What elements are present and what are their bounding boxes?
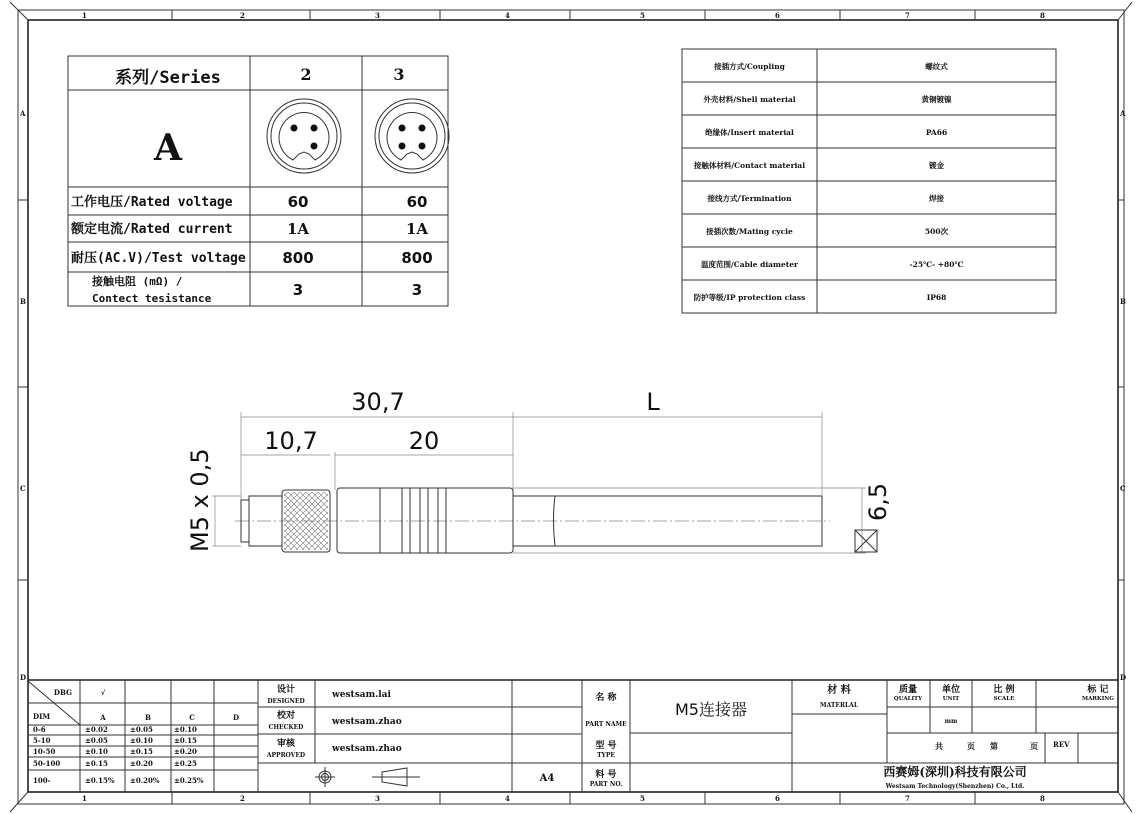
spec-value: 镀金: [929, 161, 944, 170]
tolerance-range: 10-50: [33, 747, 56, 756]
tolerance-value: ±0.15: [85, 759, 108, 768]
tolerance-value: ±0.15%: [85, 776, 115, 785]
ruler-col: 4: [505, 11, 510, 20]
checked-label: 校对: [276, 711, 296, 721]
tolerance-value: ±0.10: [85, 747, 108, 756]
pin-layout-2-icon: [267, 99, 341, 173]
spec-label: 防护等级/IP protection class: [693, 293, 806, 302]
ruler-row: D: [1120, 673, 1127, 682]
type-label: 型 号: [595, 741, 617, 751]
tolerance-value: ±0.15: [174, 736, 197, 745]
part-name-label-en: PART NAME: [585, 721, 627, 728]
first-angle-projection-icon: [315, 767, 420, 787]
row-label-rated-voltage: 工作电压/Rated voltage: [71, 195, 233, 210]
ruler-col: 7: [905, 794, 910, 803]
ruler-col: 5: [640, 11, 645, 20]
designed-label-en: DESIGNED: [267, 698, 305, 705]
dim-body: 20: [408, 427, 440, 455]
cell: 3: [411, 281, 423, 299]
tolerance-value: ±0.10: [174, 725, 197, 734]
checked-label-en: CHECKED: [268, 724, 304, 731]
ruler-labels: [19, 11, 1126, 803]
series-col-2: 2: [300, 65, 312, 84]
dim-thread: M5 x 0,5: [186, 448, 214, 552]
dim-diameter: 6,5: [864, 482, 892, 521]
spec-value: 黄铜镀镍: [921, 95, 952, 104]
material-label: 材 料: [827, 685, 851, 696]
series-table: [68, 56, 449, 306]
series-col-3: 3: [393, 65, 405, 84]
ruler-col: 6: [775, 11, 780, 20]
ruler-row: A: [1120, 109, 1126, 118]
scale-label: 比 例: [993, 685, 1015, 695]
spec-value: IP68: [926, 293, 947, 302]
designed-name: westsam.lai: [332, 690, 391, 700]
pages-label: 页: [967, 741, 975, 751]
spec-value: PA66: [925, 128, 948, 137]
ruler-col: 3: [375, 11, 380, 20]
ruler-row: D: [20, 673, 27, 682]
series-header-label: 系列/Series: [115, 68, 221, 88]
ruler-row: C: [20, 484, 26, 493]
spec-label: 接插次数/Mating cycle: [706, 227, 793, 236]
grade-header: D: [232, 713, 240, 722]
marking-label: 标 记: [1087, 685, 1109, 695]
tolerance-value: ±0.25%: [174, 776, 204, 785]
ruler-row: B: [1120, 297, 1126, 306]
tolerance-value: ±0.02: [85, 725, 108, 734]
spec-label: 温度范围/Cable diameter: [701, 260, 798, 269]
tolerance-value: ±0.05: [130, 725, 153, 734]
spec-label: 绝缘体/Insert material: [705, 128, 794, 137]
knurl-pattern: [284, 492, 328, 550]
ruler-col: 7: [905, 11, 910, 20]
ruler-col: 2: [240, 794, 245, 803]
dim-overall: 30,7: [351, 388, 405, 416]
ruler-col: 8: [1040, 11, 1045, 20]
square-section-icon: [855, 530, 877, 552]
ruler-col: 1: [82, 794, 87, 803]
row-label-test-voltage: 耐压(AC.V)/Test voltage: [71, 251, 246, 266]
ruler-col: 3: [375, 794, 380, 803]
tolerance-range: 0-6: [33, 725, 46, 734]
spec-label: 接插方式/Coupling: [714, 62, 785, 71]
ruler-col: 2: [240, 11, 245, 20]
dim-label: DIM: [33, 712, 51, 721]
sheet-label: 第: [990, 741, 998, 751]
cell: 3: [292, 281, 304, 299]
quality-label: 质量: [898, 685, 918, 695]
grade-header: A: [100, 713, 106, 722]
tolerance-value: ±0.20: [130, 759, 153, 768]
ruler-col: 1: [82, 11, 87, 20]
spec-label: 接触体材料/Contact material: [693, 161, 806, 170]
total-pages-label: 共: [935, 741, 943, 751]
tolerance-range: 100-: [33, 776, 51, 785]
spec-label: 外壳材料/Shell material: [703, 95, 796, 104]
tolerance-value: ±0.25: [174, 759, 197, 768]
quality-label-en: QUALITY: [893, 696, 923, 702]
material-label-en: MATERLAL: [819, 702, 859, 709]
part-no-label: 料 号: [595, 770, 617, 780]
cell: 800: [401, 249, 433, 267]
connector-drawing: [186, 388, 892, 553]
row-label-rated-current: 额定电流/Rated current: [71, 222, 233, 237]
grade-header: B: [145, 713, 151, 722]
marking-label-en: MARKING: [1081, 696, 1115, 702]
spec-table: [682, 49, 1056, 313]
approved-name: westsam.zhao: [332, 744, 402, 754]
row-label-contact-resistance-en: Contect tesistance: [92, 292, 212, 305]
company-name-en: Westsam Technology(Shenzhen) Co., Ltd.: [885, 783, 1025, 790]
approved-label-en: APPROVED: [266, 752, 306, 759]
tolerance-range: 5-10: [33, 736, 51, 745]
cell: 800: [282, 249, 314, 267]
ruler-row: C: [1120, 484, 1126, 493]
ruler-col: 6: [775, 794, 780, 803]
scale-label-en: SCALE: [993, 696, 1015, 702]
ruler-col: 5: [640, 794, 645, 803]
grade-header: C: [189, 713, 195, 722]
title-block: [28, 680, 1118, 792]
checked-name: westsam.zhao: [332, 717, 402, 727]
dim-front: 10,7: [264, 427, 318, 455]
tolerance-range: 50-100: [33, 759, 61, 768]
part-name-label: 名 称: [595, 693, 617, 703]
page-label: 页: [1030, 741, 1038, 751]
check-mark: √: [100, 688, 106, 697]
spec-value: 焊接: [929, 194, 944, 203]
tolerance-value: ±0.10: [130, 736, 153, 745]
spec-value: -25℃- +80℃: [909, 260, 964, 269]
part-no-label-en: PART NO.: [589, 781, 623, 788]
ruler-col: 4: [505, 794, 510, 803]
dbg-label: DBG: [53, 688, 72, 697]
unit-label: 单位: [941, 685, 961, 695]
cell: 60: [406, 193, 428, 211]
pin-layout-3-icon: [375, 99, 449, 173]
series-letter: A: [154, 127, 182, 169]
cell: 1A: [286, 220, 310, 238]
spec-value: 500次: [924, 227, 949, 236]
approved-label: 审核: [276, 739, 296, 749]
type-label-en: TYPE: [597, 752, 615, 759]
ruler-row: A: [20, 109, 26, 118]
designed-label: 设计: [276, 685, 296, 695]
cell: 1A: [405, 220, 429, 238]
tolerance-value: ±0.20%: [130, 776, 160, 785]
tolerance-value: ±0.05: [85, 736, 108, 745]
unit-value: mm: [944, 718, 958, 725]
spec-value: 螺纹式: [925, 62, 948, 71]
ruler-col: 8: [1040, 794, 1045, 803]
ruler-row: B: [20, 297, 26, 306]
unit-label-en: UNIT: [942, 696, 960, 702]
company-name: 西赛姆(深圳)科技有限公司: [883, 765, 1027, 779]
sheet-frame: [10, 2, 1132, 812]
cell: 60: [287, 193, 309, 211]
dim-cable-length: L: [646, 388, 660, 416]
tolerance-value: ±0.15: [130, 747, 153, 756]
tolerance-value: ±0.20: [174, 747, 197, 756]
part-name: M5连接器: [675, 700, 747, 719]
spec-label: 接线方式/Termination: [707, 194, 792, 203]
sheet-size: A4: [539, 773, 555, 784]
rev-label: REV: [1053, 740, 1070, 749]
row-label-contact-resistance: 接触电阻 (mΩ) /: [92, 275, 183, 288]
